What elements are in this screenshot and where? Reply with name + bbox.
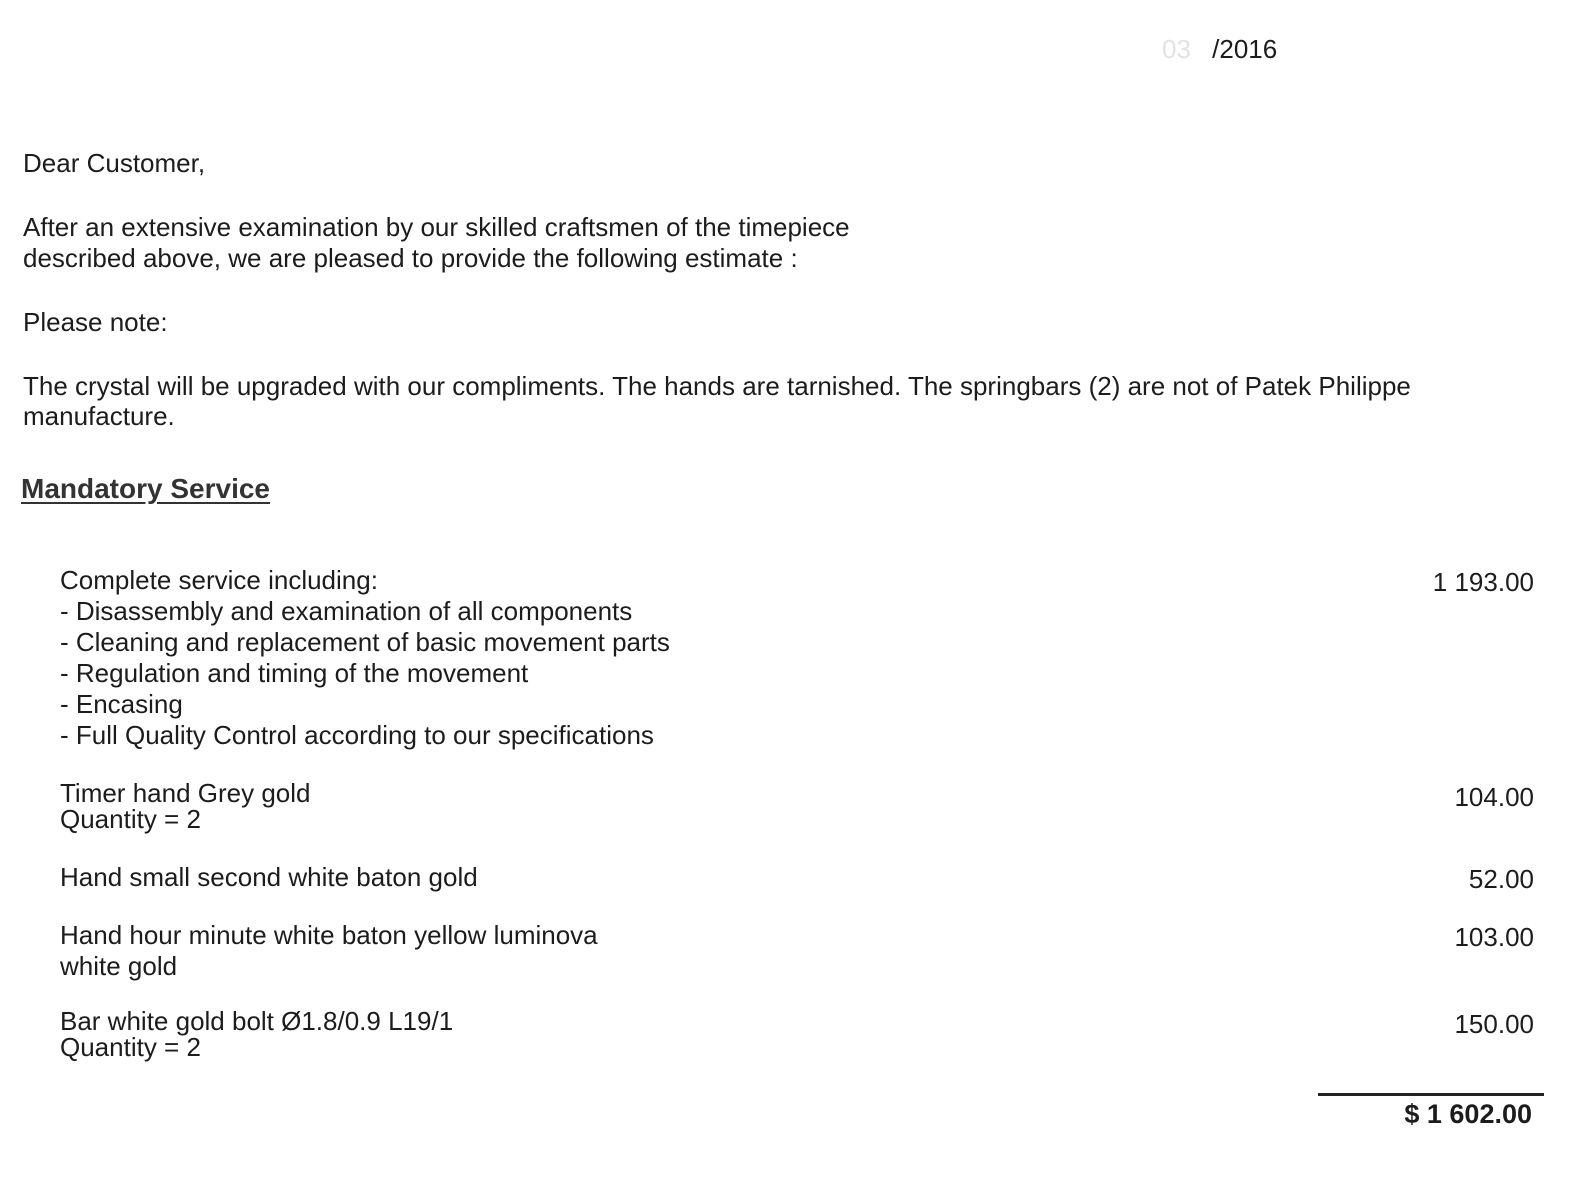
intro-line-1: After an extensive examination by our skilled craftsmen of the timepiece — [23, 212, 850, 242]
total-divider — [1318, 1093, 1544, 1096]
item-quantity: Quantity = 2 — [60, 804, 201, 834]
item-quantity: Quantity = 2 — [60, 1032, 201, 1062]
item-description: Timer hand Grey gold — [60, 778, 311, 808]
item-price: 52.00 — [1468, 864, 1534, 894]
item-description: Hand hour minute white baton yellow luminova — [60, 920, 598, 950]
item-price: 104.00 — [1454, 782, 1534, 812]
item-description-continued: white gold — [60, 951, 178, 981]
intro-line-2: described above, we are pleased to provide the following estimate : — [23, 243, 798, 273]
note-line-2: manufacture. — [23, 401, 175, 431]
item-price: 103.00 — [1454, 922, 1534, 952]
item-description: Hand small second white baton gold — [60, 862, 478, 892]
note-heading: Please note: — [23, 307, 168, 337]
item-detail: - Regulation and timing of the movement — [60, 658, 529, 688]
item-detail: - Cleaning and replacement of basic movement parts — [60, 627, 670, 657]
line-item-hour-minute — [60, 920, 598, 982]
salutation: Dear Customer, — [23, 148, 206, 178]
line-item-service — [60, 565, 670, 751]
item-price: 150.00 — [1454, 1009, 1534, 1039]
line-item-small-second — [60, 862, 478, 893]
line-item-timer-hand — [60, 780, 310, 832]
line-item-bar-bolt — [60, 1008, 453, 1060]
item-description: Complete service including: — [60, 565, 378, 595]
item-detail: - Full Quality Control according to our specifications — [60, 720, 654, 750]
item-price: 1 193.00 — [1432, 567, 1534, 597]
item-detail: - Disassembly and examination of all components — [60, 596, 633, 626]
item-detail: - Encasing — [60, 689, 183, 719]
note-line-1: The crystal will be upgraded with our compliments. The hands are tarnished. The springbars (2) are not of Patek Philippe — [23, 371, 1411, 401]
date-year: /2016 — [1212, 34, 1278, 64]
letter-date — [1162, 34, 1277, 65]
total-amount: $ 1 602.00 — [1404, 1099, 1532, 1129]
section-title: Mandatory Service — [21, 473, 270, 504]
item-description: Bar white gold bolt Ø1.8/0.9 L19/1 — [60, 1006, 454, 1036]
date-redacted: 03 — [1162, 34, 1191, 64]
